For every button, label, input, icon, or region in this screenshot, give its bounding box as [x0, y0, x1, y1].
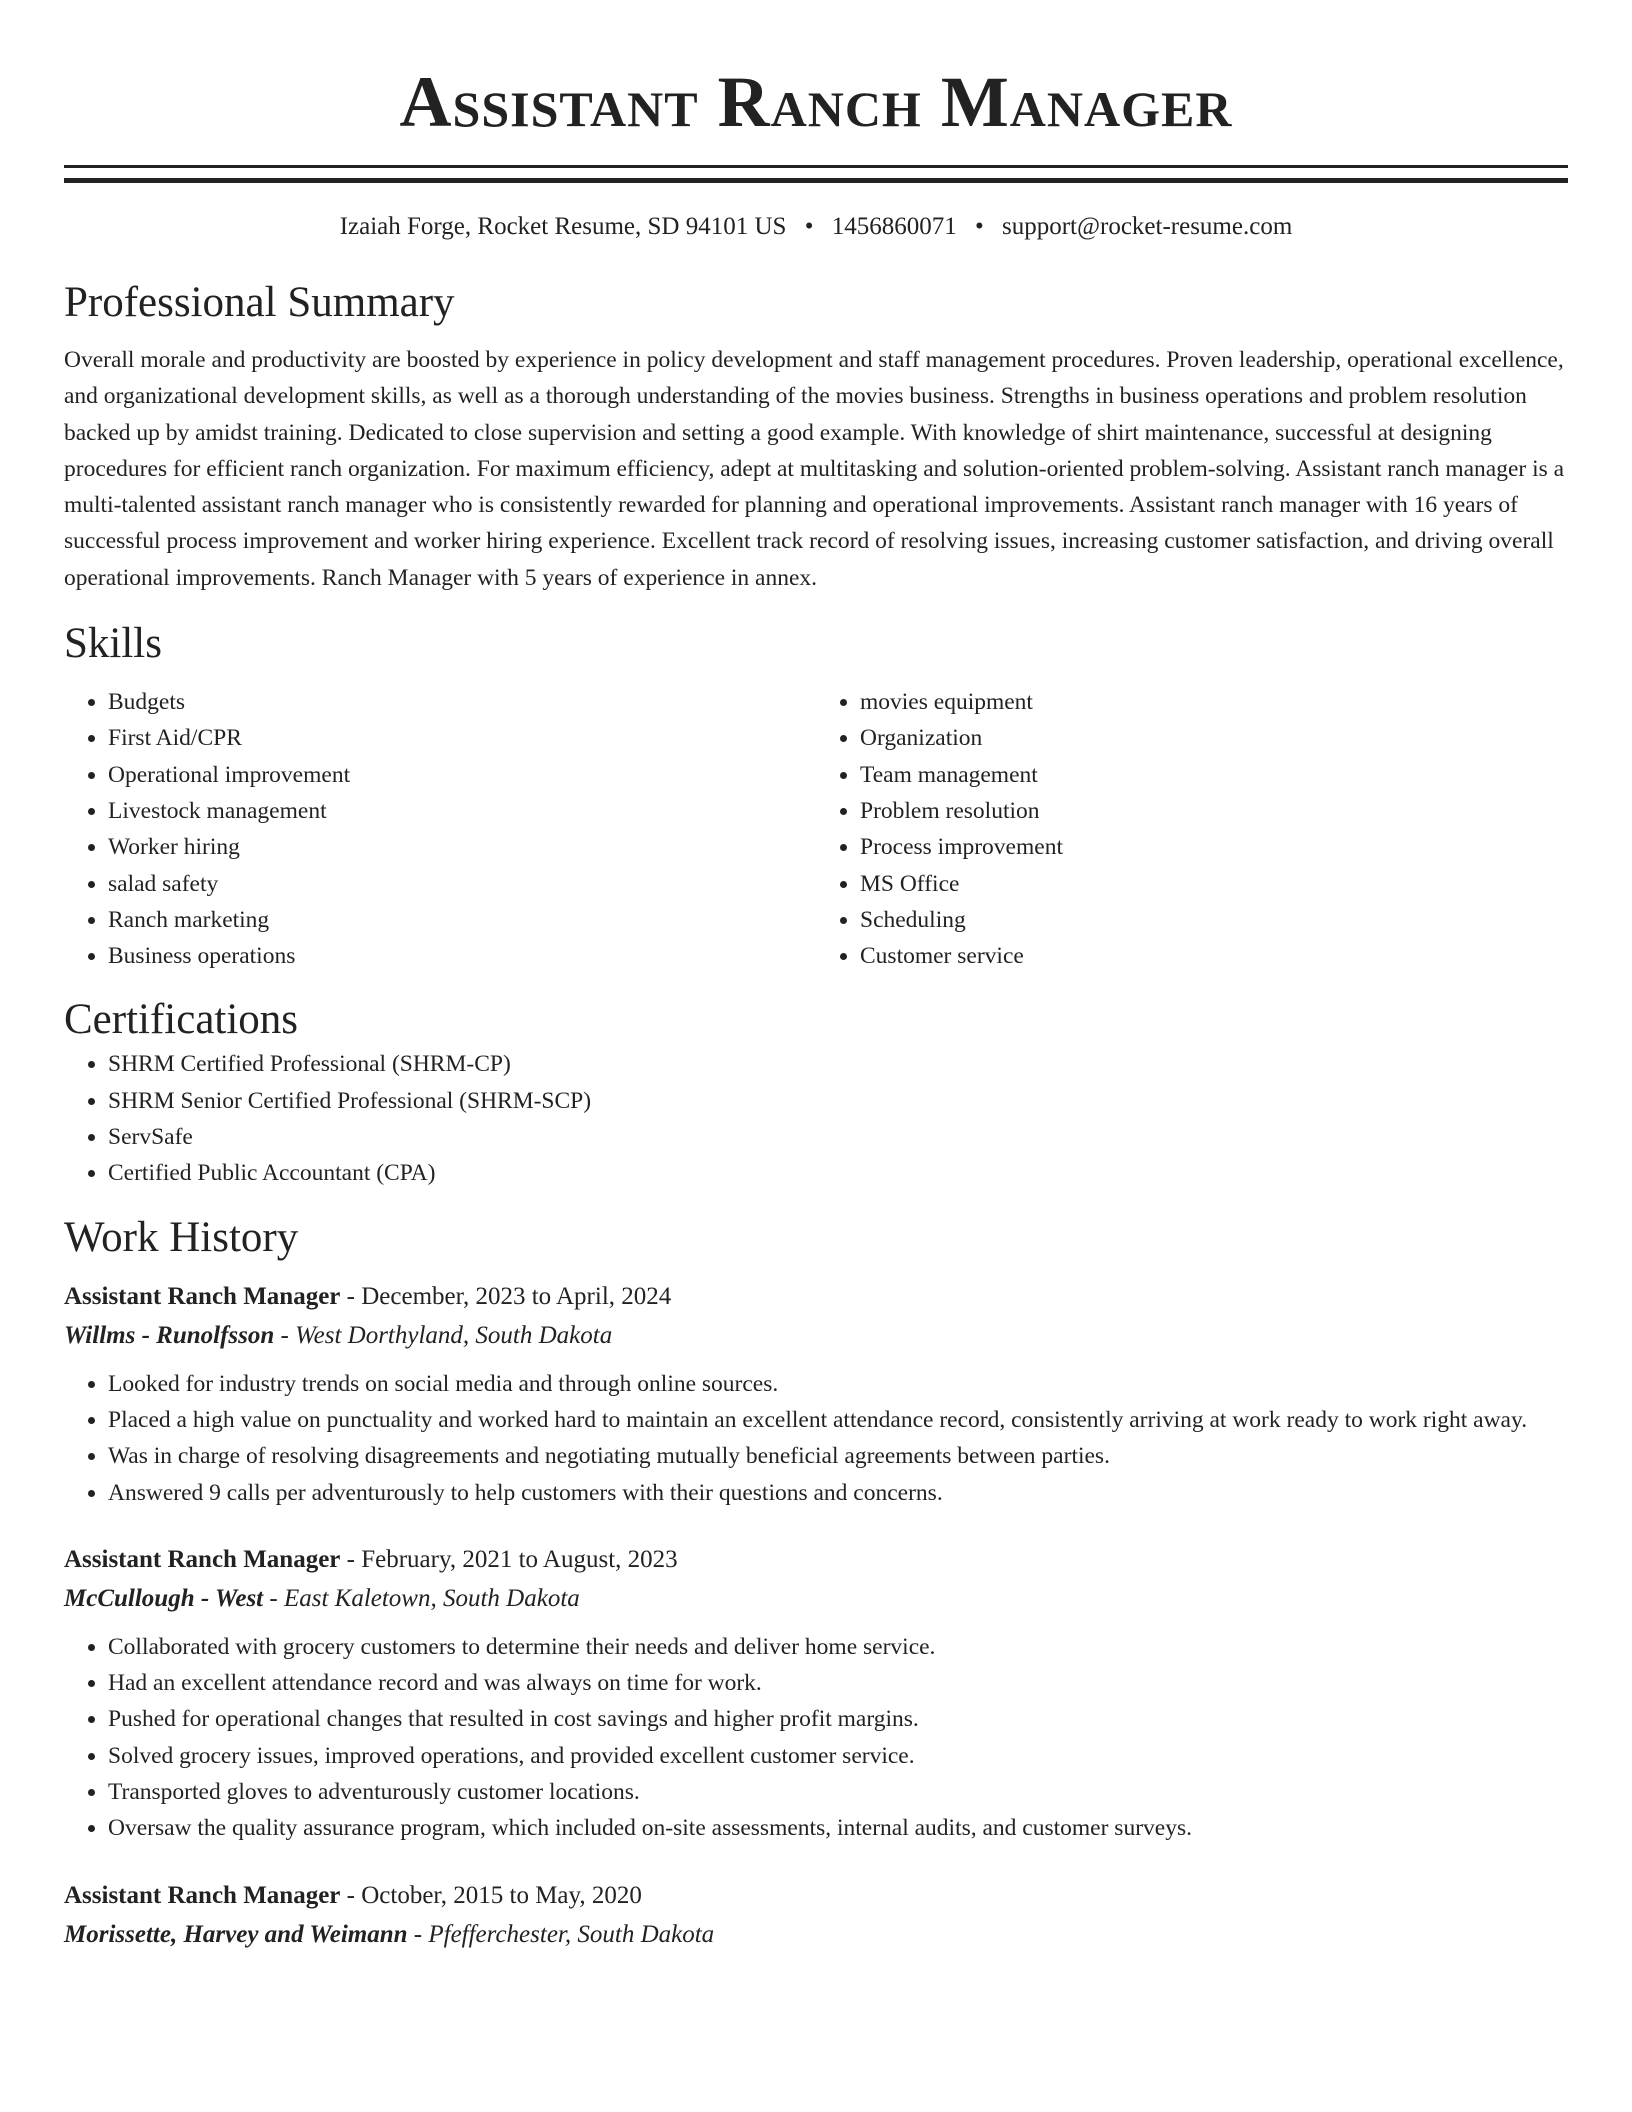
job-duty: • Solved grocery issues, improved operations, and provided excellent customer service. — [108, 1738, 1568, 1774]
job-dates: - December, 2023 to April, 2024 — [340, 1282, 672, 1310]
skill-item: • First Aid/CPR — [108, 720, 816, 756]
job-duty: • Collaborated with grocery customers to determine their needs and deliver home service. — [108, 1629, 1568, 1665]
skill-item: • Worker hiring — [108, 829, 816, 865]
job-duty: • Had an excellent attendance record and was always on time for work. — [108, 1665, 1568, 1701]
job-duty: • Transported gloves to adventurously customer locations. — [108, 1774, 1568, 1810]
skill-item: • Organization — [860, 720, 1568, 756]
skills-list-left — [64, 684, 816, 974]
skill-item: • salad safety — [108, 866, 816, 902]
resume-page — [64, 0, 1568, 1955]
job-location: - West Dorthyland, South Dakota — [274, 1321, 613, 1349]
job-title: Assistant Ranch Manager — [64, 1282, 341, 1310]
skills-heading: Skills — [64, 620, 162, 668]
contact-separator: • — [974, 213, 984, 240]
summary-text: Overall morale and productivity are boosted by experience in policy development and staff management procedures. Proven leadership, operational excellence, and organizational development skills, as well as a thorough understanding of the movies business. Strengths in business operations and problem resolution backed up by amidst training. Dedicated to close supervision and setting a good example. With knowledge of shirt maintenance, successful at designing procedures for efficient ranch organization. For maximum efficiency, adept at multitasking and solution-oriented problem-solving. Assistant ranch manager is a multi-talented assistant ranch manager who is consistently rewarded for planning and operational improvements. Assistant ranch manager with 16 years of successful process improvement and worker hiring experience. Excellent track record of resolving issues, increasing customer satisfaction, and driving overall operational improvements. Ranch Manager with 5 years of experience in annex. — [64, 347, 1565, 591]
contact-address: Izaiah Forge, Rocket Resume, SD 94101 US — [339, 213, 787, 240]
job-title-line — [64, 1541, 1568, 1579]
job-dates: - October, 2015 to May, 2020 — [340, 1881, 642, 1909]
job-duties-list — [64, 1366, 1568, 1511]
job-company-line — [64, 1579, 1568, 1619]
work-history-heading: Work History — [64, 1213, 299, 1261]
job-entry — [64, 1877, 1568, 1955]
certifications-heading: Certifications — [64, 996, 299, 1044]
job-location: - East Kaletown, South Dakota — [263, 1584, 580, 1612]
job-entry — [64, 1278, 1568, 1511]
job-title: Assistant Ranch Manager — [64, 1545, 341, 1573]
skills-list-right — [816, 684, 1568, 974]
job-duty: • Placed a high value on punctuality and worked hard to maintain an excellent attendance record, consistently arriving at work ready to work right away. — [108, 1402, 1568, 1438]
job-title-line — [64, 1278, 1568, 1316]
skill-item: • Business operations — [108, 938, 816, 974]
skill-item: • Scheduling — [860, 902, 1568, 938]
skill-item: • Livestock management — [108, 793, 816, 829]
contact-email: support@rocket-resume.com — [1001, 213, 1293, 240]
skill-item: • Operational improvement — [108, 757, 816, 793]
certification-item: • Certified Public Accountant (CPA) — [108, 1155, 1568, 1191]
skill-item: • Problem resolution — [860, 793, 1568, 829]
skill-item: • Team management — [860, 757, 1568, 793]
job-company: Willms - Runolfsson — [64, 1321, 275, 1349]
certification-item: • SHRM Senior Certified Professional (SHRM-SCP) — [108, 1083, 1568, 1119]
job-duty: • Answered 9 calls per adventurously to help customers with their questions and concerns. — [108, 1475, 1568, 1511]
skill-item: • Ranch marketing — [108, 902, 816, 938]
contact-separator: • — [804, 213, 814, 240]
job-duty: • Looked for industry trends on social media and through online sources. — [108, 1366, 1568, 1402]
job-entry — [64, 1541, 1568, 1847]
job-company: Morissette, Harvey and Weimann — [64, 1920, 408, 1948]
certification-item: • ServSafe — [108, 1119, 1568, 1155]
title-divider — [64, 165, 1568, 183]
contact-line — [64, 211, 1568, 243]
job-location: - Pfefferchester, South Dakota — [407, 1920, 715, 1948]
job-title: Assistant Ranch Manager — [64, 1881, 341, 1909]
job-company-line — [64, 1915, 1568, 1955]
job-duties-list — [64, 1629, 1568, 1847]
job-company: McCullough - West — [64, 1584, 264, 1612]
contact-phone: 1456860071 — [831, 213, 957, 240]
skills-columns — [64, 684, 1568, 974]
skill-item: • Process improvement — [860, 829, 1568, 865]
job-company-line — [64, 1316, 1568, 1356]
job-duty: • Was in charge of resolving disagreements and negotiating mutually beneficial agreements between parties. — [108, 1438, 1568, 1474]
skill-item: • MS Office — [860, 866, 1568, 902]
job-dates: - February, 2021 to August, 2023 — [340, 1545, 678, 1573]
skill-item: • movies equipment — [860, 684, 1568, 720]
certifications-list — [64, 1046, 1568, 1191]
certification-item: • SHRM Certified Professional (SHRM-CP) — [108, 1046, 1568, 1082]
summary-heading: Professional Summary — [64, 279, 455, 326]
resume-title: Assistant Ranch Manager — [399, 62, 1233, 142]
job-duty: • Pushed for operational changes that resulted in cost savings and higher profit margins. — [108, 1701, 1568, 1737]
job-title-line — [64, 1877, 1568, 1915]
job-duty: • Oversaw the quality assurance program, which included on-site assessments, internal audits, and customer surveys. — [108, 1810, 1568, 1846]
skill-item: • Customer service — [860, 938, 1568, 974]
skill-item: • Budgets — [108, 684, 816, 720]
